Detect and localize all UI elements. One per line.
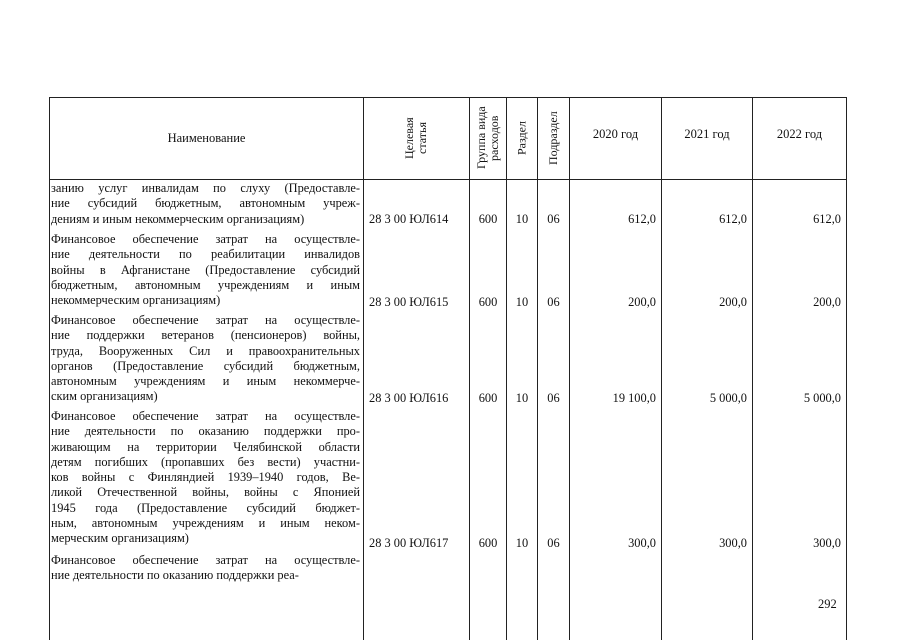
row-section: 10 (515, 295, 529, 309)
description-line: Финансовое обеспечение затрат на осуществле- (51, 553, 360, 567)
description-line: дениям и иным некоммерческим организациям) (51, 211, 305, 226)
column-divider (469, 97, 470, 640)
row-group: 600 (478, 212, 498, 226)
table-row-description (51, 409, 360, 547)
description-line: ние субсидий бюджетным, автономным учреж- (51, 196, 360, 211)
description-line: живающим на территории Челябинской области (51, 439, 360, 454)
table-row-description (51, 313, 360, 405)
column-divider (537, 97, 538, 640)
row-value-2021: 200,0 (719, 295, 747, 309)
row-value-2022: 612,0 (813, 212, 841, 226)
row-section: 10 (515, 536, 529, 550)
row-code: 28 3 00 ЮЛ614 (369, 212, 449, 226)
table-row-description (51, 232, 360, 308)
row-value-2022: 200,0 (813, 295, 841, 309)
row-group: 600 (478, 295, 498, 309)
description-line: ским организациям) (51, 389, 158, 404)
table-row-description (51, 553, 360, 584)
header-year-2020: 2020 год (592, 126, 639, 141)
column-divider (661, 97, 662, 640)
description-line: войны в Афганистане (Предоставление субсидий (51, 262, 360, 277)
description-line: автономным учреждениям и иным некоммерче- (51, 374, 360, 389)
description-line: Финансовое обеспечение затрат на осуществле- (51, 232, 360, 246)
description-line: Финансовое обеспечение затрат на осуществле- (51, 409, 360, 423)
header-target-article: Целевая статья (402, 117, 429, 159)
row-code: 28 3 00 ЮЛ616 (369, 391, 449, 405)
row-value-2022: 300,0 (813, 536, 841, 550)
column-divider (506, 97, 507, 640)
table-row-description (51, 181, 360, 227)
row-group: 600 (478, 536, 498, 550)
row-value-2020: 200,0 (628, 295, 656, 309)
row-value-2021: 300,0 (719, 536, 747, 550)
header-section: Раздел (514, 121, 529, 155)
row-subsection: 06 (547, 391, 560, 405)
description-line: труда, Вооруженных Сил и правоохранительных (51, 343, 360, 358)
row-group: 600 (478, 391, 498, 405)
row-subsection: 06 (547, 212, 560, 226)
header-year-2021: 2021 год (684, 126, 730, 141)
row-value-2021: 5 000,0 (709, 391, 747, 405)
description-line: ние деятельности по оказанию поддержки реа- (51, 568, 299, 583)
description-line: органов (Предоставление субсидий бюджетным, (51, 358, 360, 373)
row-value-2020: 612,0 (628, 212, 656, 226)
description-line: ние деятельности по реабилитации инвалидов (51, 247, 360, 262)
row-code: 28 3 00 ЮЛ617 (369, 536, 449, 550)
row-value-2021: 612,0 (719, 212, 747, 226)
description-line: занию услуг инвалидам по слуху (Предоставле- (51, 181, 360, 195)
description-line: Финансовое обеспечение затрат на осуществле- (51, 313, 360, 327)
row-section: 10 (515, 212, 529, 226)
description-line: ков войны с Финляндией 1939–1940 годов, Ве- (51, 470, 360, 485)
description-line: 1945 года (Предоставление субсидий бюджет- (51, 500, 360, 515)
description-line: некоммерческим организациям) (51, 293, 221, 308)
column-divider (363, 97, 364, 640)
row-subsection: 06 (547, 536, 560, 550)
description-line: ние поддержки ветеранов (пенсионеров) войны, (51, 328, 360, 343)
description-line: мерческим организациям) (51, 531, 189, 546)
row-code: 28 3 00 ЮЛ615 (369, 295, 449, 309)
header-expense-group: Группа вида расходов (474, 106, 501, 170)
description-line: ликой Отечественной войны, войны с Японией (51, 485, 360, 500)
row-value-2022: 5 000,0 (803, 391, 841, 405)
row-value-2020: 300,0 (628, 536, 656, 550)
table-header-bottom-border (49, 179, 847, 180)
description-line: ным, автономным учреждениям и иным неком- (51, 516, 360, 531)
description-line: ние деятельности по оказанию поддержки про- (51, 424, 360, 439)
description-line: детям погибших (пропавших без вести) участни- (51, 454, 360, 469)
column-divider (569, 97, 570, 640)
page-number: 292 (818, 597, 837, 611)
description-line: бюджетным, автономным учреждениям и иным (51, 277, 360, 292)
header-year-2022: 2022 год (776, 126, 823, 141)
column-divider (752, 97, 753, 640)
header-subsection: Подраздел (546, 111, 560, 165)
row-value-2020: 19 100,0 (612, 391, 656, 405)
header-name: Наименование (167, 131, 246, 145)
row-subsection: 06 (547, 295, 560, 309)
row-section: 10 (515, 391, 529, 405)
column-divider (846, 97, 847, 640)
